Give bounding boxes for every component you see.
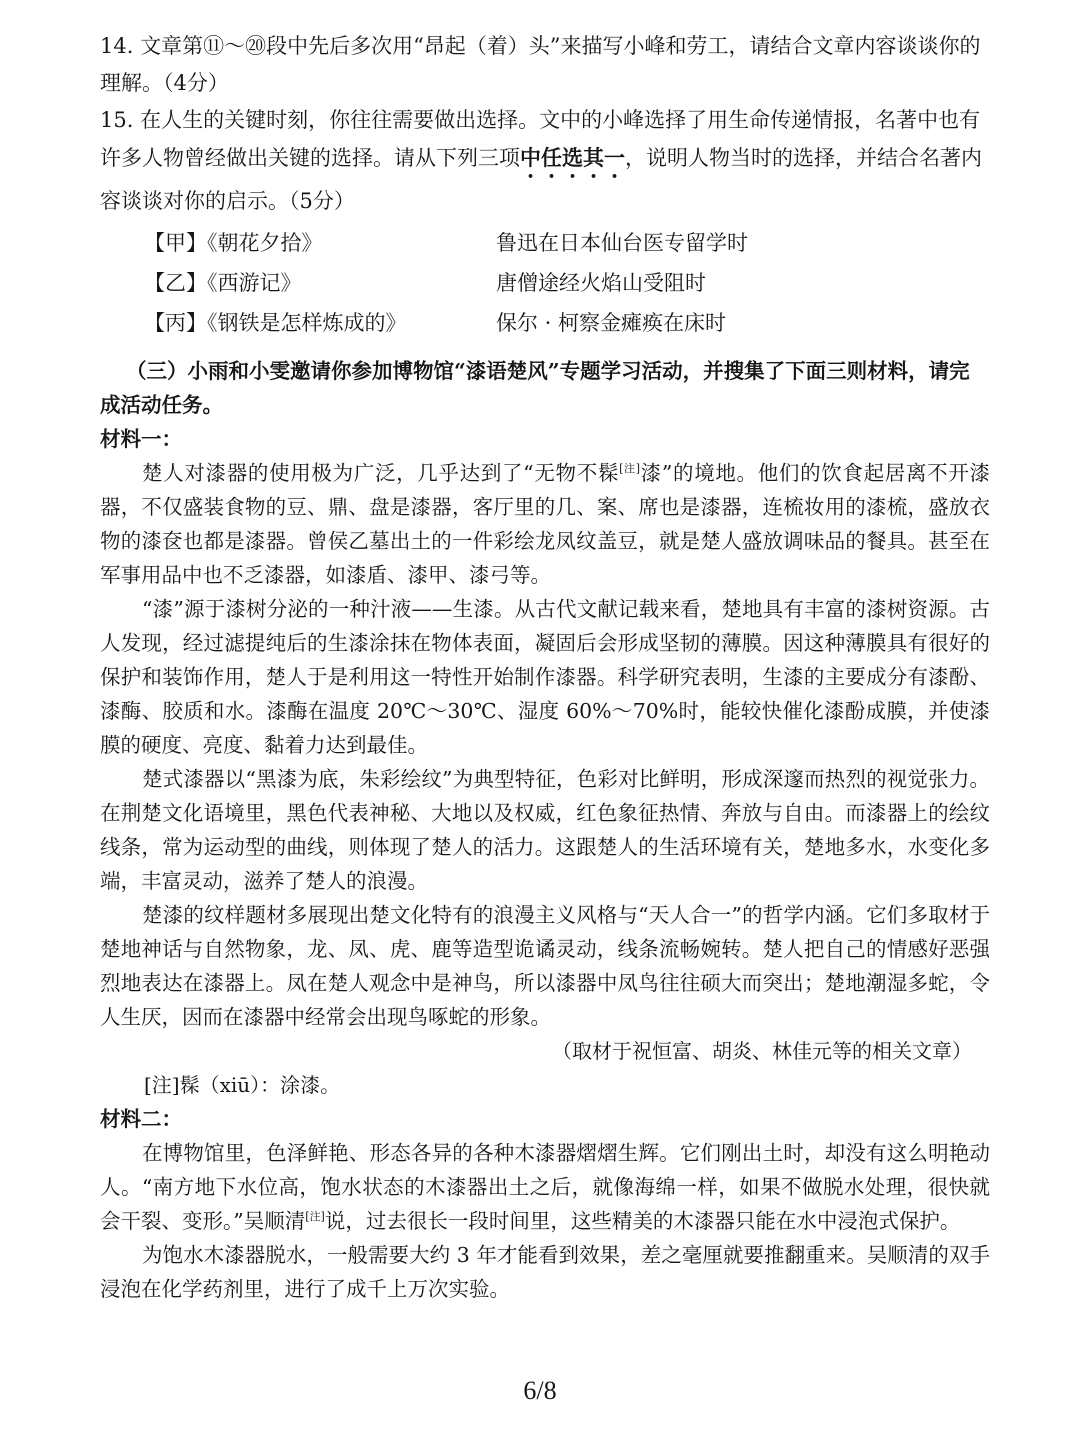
material-1-paragraph-4: 楚漆的纹样题材多展现出楚文化特有的浪漫主义风格与“天人合一”的哲学内涵。它们多取材于楚地神话与自然物象，龙、凤、虎、鹿等造型诡谲灵动，线条流畅婉转。楚人把自己的情感好恶强烈地表达在漆器上。凤在楚人观念中是神鸟，所以漆器中凤鸟往往硕大而突出；楚地潮湿多蛇，令人生厌，因而在漆器中经常会出现鸟啄蛇的形象。 [100,903,990,1029]
footnote-marker: [注] [305,1210,325,1224]
book-option-desc: 保尔 · 柯察金瘫痪在床时 [496,311,727,335]
book-option-label: 【甲】《朝花夕拾》 [144,231,323,255]
question-15 [100,102,990,220]
material-1-p1-before: 楚人对漆器的使用极为广泛，几乎达到了“无物不髹 [142,461,620,485]
material-1-p1-after: 漆”的境地。他们的饮食起居离不开漆器，不仅盛装食物的豆、鼎、盘是漆器，客厅里的几、案、席也是漆器，连梳妆用的漆梳，盛放衣物的漆奁也都是漆器。曾侯乙墓出土的一件彩绘龙凤纹盖豆，就是楚人盛放调味品的餐具。甚至在军事用品中也不乏漆器，如漆盾、漆甲、漆弓等。 [100,461,990,587]
material-2-paragraph-2: 为饱水木漆器脱水，一般需要大约 3 年才能看到效果，差之毫厘就要推翻重来。吴顺清的双手浸泡在化学药剂里，进行了成千上万次实验。 [100,1243,990,1301]
question-15-text-after: ，说明人物当时的选择，并结合名著内容谈谈对你的启示。（5分） [100,146,982,213]
question-15-text-before: 15. 在人生的关键时刻，你往往需要做出选择。文中的小峰选择了用生命传递情报，名著中也有许多人物曾经做出关键的选择。请从下列三项 [100,108,981,170]
material-1-paragraph-1 [100,456,990,592]
book-option-bing [144,302,990,342]
material-1-paragraph-2: “漆”源于漆树分泌的一种汁液——生漆。从古代文献记载来看，楚地具有丰富的漆树资源。古人发现，经过滤提纯后的生漆涂抹在物体表面，凝固后会形成坚韧的薄膜。因这种薄膜具有很好的保护和装饰作用，楚人于是利用这一特性开始制作漆器。科学研究表明，生漆的主要成分有漆酚、漆酶、胶质和水。漆酶在温度 20℃～30℃、湿度 60%～70%时，能较快催化漆酚成膜，并使漆膜的硬度、亮度、黏着力达到最佳。 [100,597,990,757]
section-3-heading: （三）小雨和小雯邀请你参加博物馆“漆语楚风”专题学习活动，并搜集了下面三则材料，请完成活动任务。 [100,359,970,417]
material-1-title: 材料一： [100,427,182,451]
material-2-p1-before: 在博物馆里，色泽鲜艳、形态各异的各种木漆器熠熠生辉。它们刚出土时，却没有这么明艳动人。“南方地下水位高，饱水状态的木漆器出土之后，就像海绵一样，如果不做脱水处理，很快就会干裂、变形。”吴顺清 [100,1141,990,1233]
question-15-emphasis: 中任选其一 [520,145,625,170]
footnote-marker: [注] [619,462,640,476]
page-number: 6/8 [523,1376,557,1405]
book-option-jia [144,222,990,262]
book-option-label: 【乙】《西游记》 [144,271,302,295]
page-content [100,28,990,1306]
material-1-note: [注]髹（xiū）：涂漆。 [144,1073,341,1097]
material-2-title: 材料二： [100,1107,182,1131]
material-1-source: （取材于祝恒富、胡炎、林佳元等的相关文章） [552,1039,972,1063]
material-2-p1-after: 说，过去很长一段时间里，这些精美的木漆器只能在水中浸泡式保护。 [324,1209,961,1233]
book-options [144,222,990,342]
material-1-paragraph-3: 楚式漆器以“黑漆为底，朱彩绘纹”为典型特征，色彩对比鲜明，形成深邃而热烈的视觉张力。在荆楚文化语境里，黑色代表神秘、大地以及权威，红色象征热情、奔放与自由。而漆器上的绘纹线条，常为运动型的曲线，则体现了楚人的活力。这跟楚人的生活环境有关，楚地多水，水变化多端，丰富灵动，滋养了楚人的浪漫。 [100,767,990,893]
material-2-paragraph-1 [100,1136,990,1238]
book-option-desc: 鲁迅在日本仙台医专留学时 [496,231,748,255]
book-option-desc: 唐僧途经火焰山受阻时 [496,271,706,295]
book-option-yi [144,262,990,302]
question-14: 14. 文章第⑪～⑳段中先后多次用“昂起（着）头”来描写小峰和劳工，请结合文章内容谈谈你的理解。（4分） [100,34,981,95]
book-option-label: 【丙】《钢铁是怎样炼成的》 [144,311,407,335]
